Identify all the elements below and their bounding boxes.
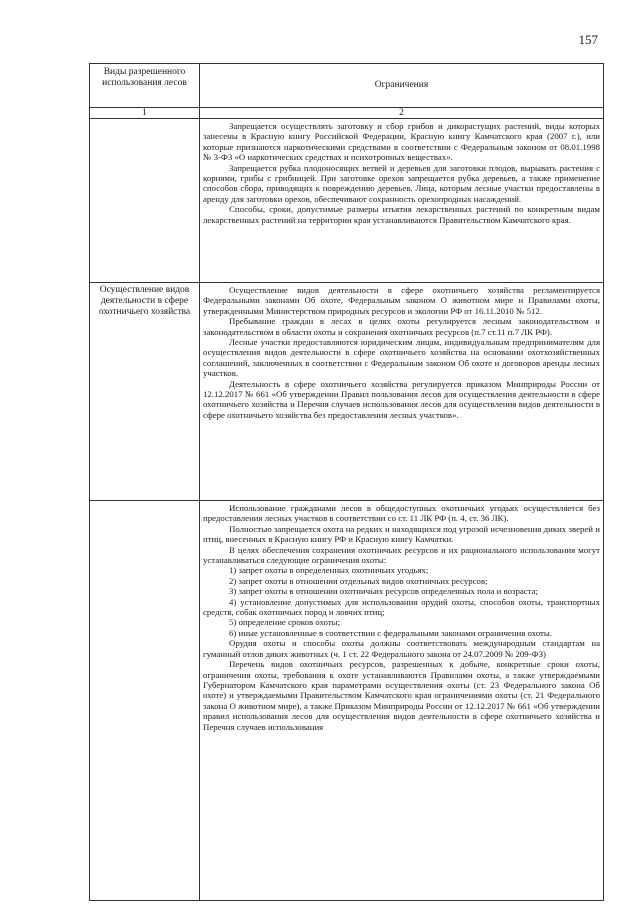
column-number-1: 1: [90, 108, 200, 119]
list-item: 3) запрет охоты в отношении охотничьих ресурсов определенных пола и возраста;: [229, 586, 538, 597]
paragraph: Полностью запрещается охота на редких и находящихся под угрозой исчезновения диких зверей и птиц, внесенных в Красную книгу РФ и Красную книгу Камчатки.: [203, 523, 600, 545]
row-label: [90, 501, 200, 901]
row-restrictions-text: [200, 501, 604, 901]
page-number: 157: [578, 32, 598, 47]
table-header-row: [90, 64, 604, 108]
paragraph: Перечень видов охотничьих ресурсов, разрешенных к добыче, конкретные сроки охоты, ограничения охоты, требования к охоте устанавливаются Правилами охоты, а также утверждаемыми Губернатором Камчатского края параметрами осуществления охоты (ст. 23 Федерального закона Об охоте) и утверждаемыми Правительством Камчатского края ограничениями охоты (ст. 21 Федерального закона О животном мире), а также Приказом Минприроды России от 12.12.2017 № 661 «Об утверждении правил использования лесов для осуществления видов деятельности в сфере охотничьего хозяйства и Перечня случаев использования: [203, 659, 600, 732]
header-restrictions: Ограничения: [200, 64, 604, 108]
header-permitted-uses: Виды разрешенного использования лесов: [90, 64, 200, 108]
list-item: 2) запрет охоты в отношении отдельных видов охотничьих ресурсов;: [229, 575, 488, 586]
paragraph: Использование гражданами лесов в общедоступных охотничьих угодьях осуществляется без предоставления лесных участков в соответствии со ст. 11 ЛК РФ (п. 4, ст. 36 ЛК).: [203, 503, 600, 524]
table-row: [90, 283, 604, 501]
row-label: [90, 119, 200, 283]
paragraph: В целях обеспечения сохранения охотничьих ресурсов и их рационального использования могут устанавливаться следующие ограничения охоты:: [203, 544, 600, 566]
list-item: 6) иные установленные в соответствии с федеральными законами ограничения охоты.: [229, 627, 552, 638]
paragraph: Осуществление видов деятельности в сфере охотничьего хозяйства регламентируется Федеральными законами Об охоте, Федеральным законом О животном мире и Правилами охоты, утвержденными Министерством природных ресурсов и экологии РФ от 16.11.2010 № 512.: [203, 285, 600, 316]
row-restrictions-text: [200, 119, 604, 283]
table-row: [90, 501, 604, 901]
column-numbering-row: [90, 108, 604, 119]
paragraph: Лесные участки предоставляются юридическим лицам, индивидуальным предпринимателям для осуществления видов деятельности в сфере охотничьего хозяйства на основании охотхозяйственных соглашений, заключенных в соответствии с Федеральным законом Об охоте и договоров аренды лесных участков.: [203, 337, 600, 379]
paragraph: Деятельность в сфере охотничьего хозяйства регулируется приказом Минприроды России от 12.12.2017 № 661 «Об утверждении Правил пользования лесов для осуществления деятельности в сфере охотничьего хозяйства и Перечня случаев использования лесов для осуществления видов деятельности в сфере охотничьего хозяйства без предоставления лесных участков».: [203, 378, 600, 420]
restrictions-table: [89, 63, 604, 901]
list-item: 1) запрет охоты в определенных охотничьих угодьях;: [229, 565, 429, 576]
list-item: 4) установление допустимых для использования орудий охоты, способов охоты, транспортных средств, собак охотничьих пород и ловчих птиц;: [203, 596, 600, 618]
list-item: 5) определение сроков охоты;: [229, 617, 341, 628]
paragraph: Запрещается осуществлять заготовку и сбор грибов и дикорастущих растений, виды которых занесены в Красную книгу Российской Федерации, Красную книгу Камчатского края (2007 г.), или которые признаются наркотическими средствами в соответствии с Федеральным законом от 08.01.1998 № 3-ФЗ «О наркотических средствах и психотропных веществах».: [203, 121, 600, 163]
paragraph: Пребывание граждан в лесах в целях охоты регулируется лесным законодательством и законодательством в области охоты и сохранения охотничьих ресурсов (п.7 ст.11 п.7 ЛК РФ).: [203, 316, 600, 337]
row-restrictions-text: [200, 283, 604, 501]
row-label-hunting: Осуществление видов деятельности в сфере охотничьего хозяйства: [90, 283, 200, 501]
paragraph: Орудия охоты и способы охоты должны соответствовать международным стандартам на гуманный отлов диких животных (ч. 1 ст. 22 Федерального закона от 24.07.2009 № 209-ФЗ): [203, 638, 600, 659]
table-row: [90, 119, 604, 283]
paragraph: Запрещается рубка плодоносящих ветвей и деревьев для заготовки плодов, вырывать растения с корнями, грибы с грибницей. При заготовке орехов запрещается рубка деревьев, а также применение способов сбора, приводящих к повреждению деревьев. Лица, которым лесные участки предоставлены в аренду для заготовки орехов, обеспечивают сохранность орехопродных насаждений.: [203, 162, 600, 204]
column-number-2: 2: [200, 108, 604, 119]
paragraph: Способы, сроки, допустимые размеры изъятия лекарственных растений по конкретным видам лекарственных растений на территории края устанавливаются Правительством Камчатского края.: [203, 204, 600, 225]
